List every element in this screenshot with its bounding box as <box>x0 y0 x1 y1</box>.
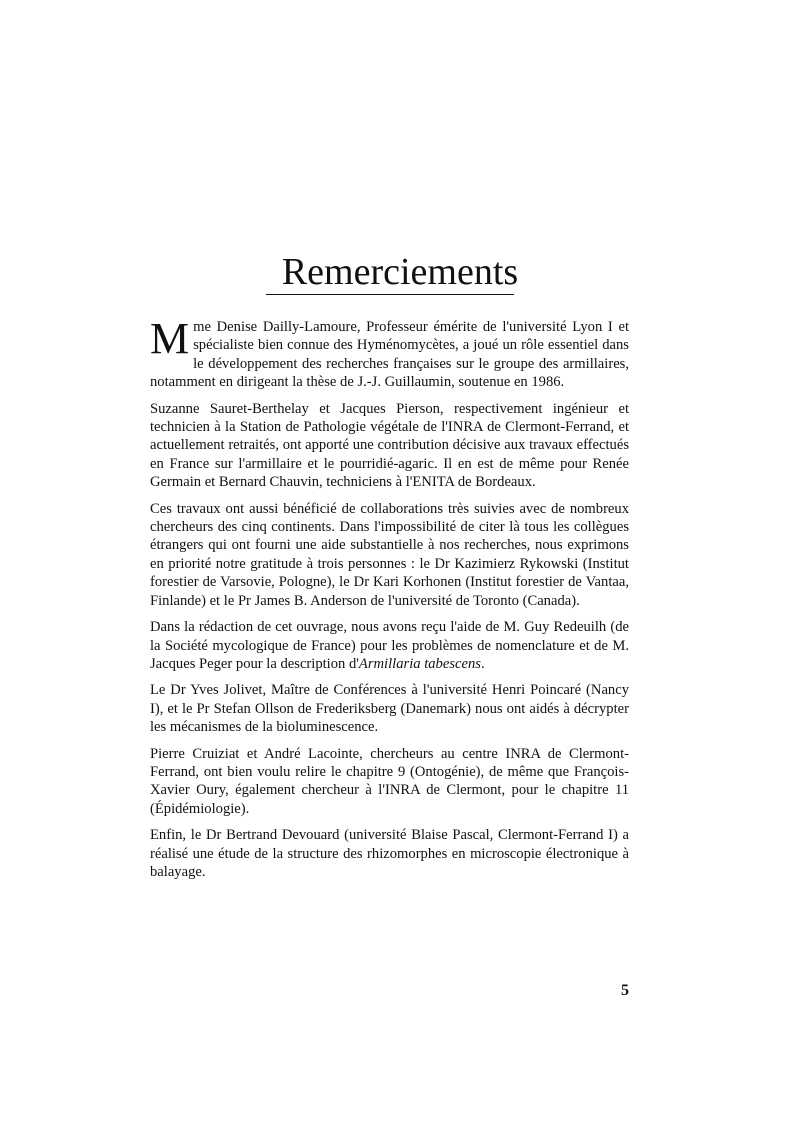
paragraph-4-text: Dans la rédaction de cet ouvrage, nous avons reçu l'aide de M. Guy Redeuilh (de la Société mycologique de France) pour les problèmes de nomenclature et de M. Jacques Peger pour la description d' <box>150 619 629 672</box>
page-title: Remerciements <box>281 251 519 293</box>
page-number: 5 <box>621 982 629 999</box>
paragraph-1-text: me Denise Dailly-Lamoure, Professeur émérite de l'université Lyon I et spécialiste bien connue des Hyménomycètes, a joué un rôle essentiel dans le développement des recherches françaises sur le groupe des armillaires, notamment en dirigeant la thèse de J.-J. Guillaumin, soutenue en 1986. <box>150 319 629 391</box>
paragraph-3: Ces travaux ont aussi bénéficié de collaborations très suivies avec de nombreux chercheurs des cinq continents. Dans l'impossibilité de citer là tous les collègues étrangers qui ont fourni une aide substantielle à nos recherches, nous exprimons en priorité notre gratitude à trois personnes : le Dr Kazimierz Rykowski (Institut forestier de Varsovie, Pologne), le Dr Kari Korhonen (Institut forestier de Vantaa, Finlande) et le Pr James B. Anderson de l'université de Toronto (Canada). <box>150 500 629 609</box>
acknowledgements-body <box>150 314 629 889</box>
paragraph-7: Enfin, le Dr Bertrand Devouard (université Blaise Pascal, Clermont-Ferrand I) a réalisé une étude de la structure des rhizomorphes en microscopie électronique à balayage. <box>150 827 629 880</box>
species-name: Armillaria tabescens <box>358 655 481 672</box>
title-underline <box>266 294 514 295</box>
paragraph-2: Suzanne Sauret-Berthelay et Jacques Pierson, respectivement ingénieur et technicien à la Station de Pathologie végétale de l'INRA de Clermont-Ferrand, et actuellement retraités, ont apporté une contribution décisive aux travaux effectués en France sur l'armillaire et le pourridié-agaric. Il en est de même pour Renée Germain et Bernard Chauvin, techniciens à l'ENITA de Bordeaux. <box>150 400 629 491</box>
paragraph-4-end: . <box>480 655 485 672</box>
paragraph-6: Pierre Cruiziat et André Lacointe, chercheurs au centre INRA de Clermont-Ferrand, ont bien voulu relire le chapitre 9 (Ontogénie), de même que François-Xavier Oury, également chercheur à l'INRA de Clermont, pour le chapitre 11 (Épidémiologie). <box>150 745 629 817</box>
paragraph-1 <box>150 314 629 392</box>
drop-cap: M <box>150 314 190 363</box>
paragraph-5: Le Dr Yves Jolivet, Maître de Conférences à l'université Henri Poincaré (Nancy I), et le Pr Stefan Ollson de Frederiksberg (Danemark) nous ont aidés à décrypter les mécanismes de la bioluminescence. <box>150 682 629 736</box>
paragraph-4 <box>150 618 629 673</box>
